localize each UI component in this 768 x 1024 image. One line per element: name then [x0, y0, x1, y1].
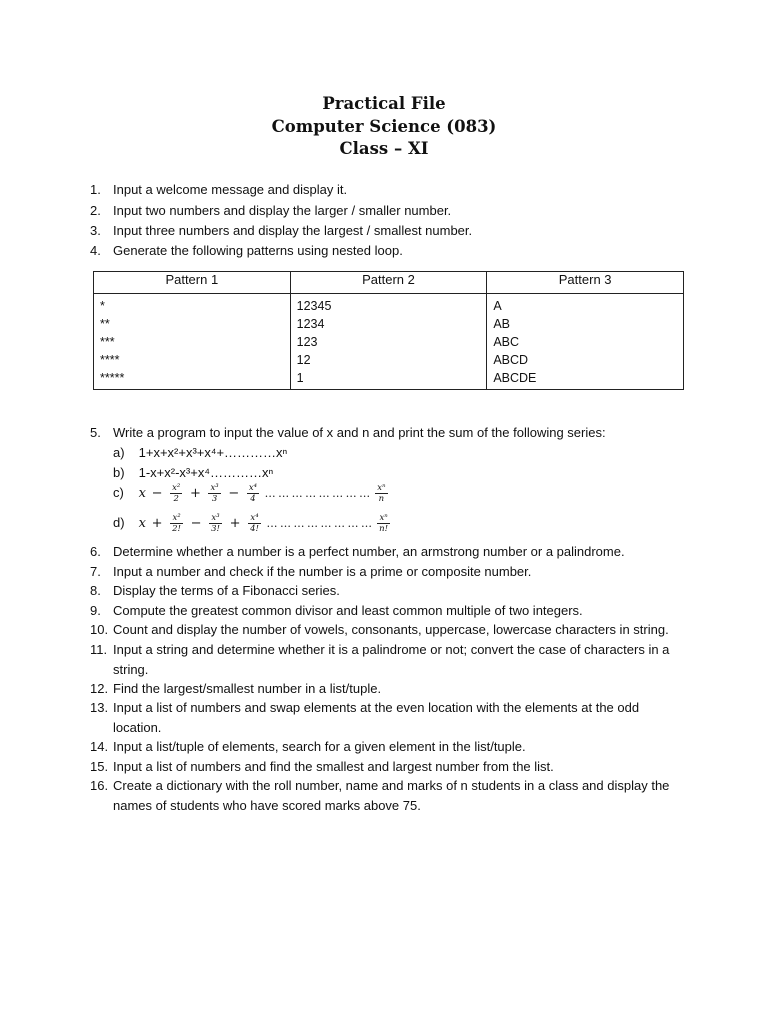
list-item: 1. Input a welcome message and display it.: [90, 182, 348, 197]
fraction: $\frac{\text{x³}}{3!}$: [211, 513, 220, 535]
list-item: 7. Input a number and check if the number is a prime or composite number.: [90, 564, 532, 579]
pattern-2-header: Pattern 2: [290, 272, 487, 294]
list-item: 9. Compute the greatest common divisor and least common multiple of two integers.: [90, 603, 583, 618]
fraction: $\frac{\text{x⁴}}{4!}$: [250, 513, 259, 535]
fraction: $\frac{\text{xⁿ}}{n!}$: [379, 513, 389, 535]
pattern-3-header: Pattern 3: [487, 272, 684, 294]
list-item: 4. Generate the following patterns using nested loop.: [90, 243, 403, 258]
list-item: 10. Count and display the number of vowels, consonants, uppercase, lowercase characters in string.: [90, 622, 669, 637]
list-item: 16. Create a dictionary with the roll number, name and marks of n students in a class and display the names of students who have scored marks above 75.: [90, 778, 670, 813]
list-item: 6. Determine whether a number is a perfect number, an armstrong number or a palindrome.: [90, 544, 625, 559]
list-item: 3. Input three numbers and display the largest / smallest number.: [90, 223, 473, 238]
pattern-2-cell: 12345 1234 123 12 1: [290, 294, 487, 390]
series-c: c) x − $\frac{\text{x²}}{2}$ + $\frac{\text{x³}}{3}$ − $\frac{\text{x⁴}}{4}$ … … … … … … … … $\frac{\text{xⁿ}}{n}$: [113, 483, 386, 505]
series-d: d) x + $\frac{\text{x²}}{2!}$ − $\frac{\text{x³}}{3!}$ + $\frac{\text{x⁴}}{4!}$ … … … … … … … … $\frac{\text{xⁿ}}{n!}$: [113, 513, 389, 535]
pattern-3-cell: A AB ABC ABCD ABCDE: [487, 294, 684, 390]
page-title: Practical File: [322, 94, 446, 113]
list-item: 12. Find the largest/smallest number in a list/tuple.: [90, 681, 382, 696]
list-item: 14. Input a list/tuple of elements, search for a given element in the list/tuple.: [90, 739, 526, 754]
pattern-1-header: Pattern 1: [94, 272, 291, 294]
list-item: 5. Write a program to input the value of x and n and print the sum of the following series:: [90, 425, 606, 440]
list-item: 13. Input a list of numbers and swap elements at the even location with the elements at the odd location.: [90, 700, 640, 735]
list-item: 11. Input a string and determine whether it is a palindrome or not; convert the case of characters in a string.: [90, 642, 670, 677]
fraction: $\frac{\text{x³}}{3}$: [210, 483, 219, 505]
series-b: b) 1-x+x²-x³+x⁴…………xⁿ: [113, 465, 274, 480]
subject-title: Computer Science (083): [271, 117, 497, 136]
pattern-1-cell: * ** *** **** *****: [94, 294, 291, 390]
fraction: $\frac{\text{x²}}{2!}$: [172, 513, 181, 535]
series-a: a) 1+x+x²+x³+x⁴+…………xⁿ: [113, 445, 288, 460]
pattern-table: [93, 271, 684, 390]
list-item: 2. Input two numbers and display the larger / smaller number.: [90, 203, 452, 218]
class-title: Class – XI: [339, 139, 429, 158]
fraction: $\frac{\text{x²}}{2}$: [172, 483, 181, 505]
list-item: 15. Input a list of numbers and find the smallest and largest number from the list.: [90, 759, 554, 774]
fraction: $\frac{\text{x⁴}}{4}$: [248, 483, 258, 505]
list-item: 8. Display the terms of a Fibonacci series.: [90, 583, 340, 598]
fraction: $\frac{\text{xⁿ}}{n}$: [377, 483, 386, 505]
